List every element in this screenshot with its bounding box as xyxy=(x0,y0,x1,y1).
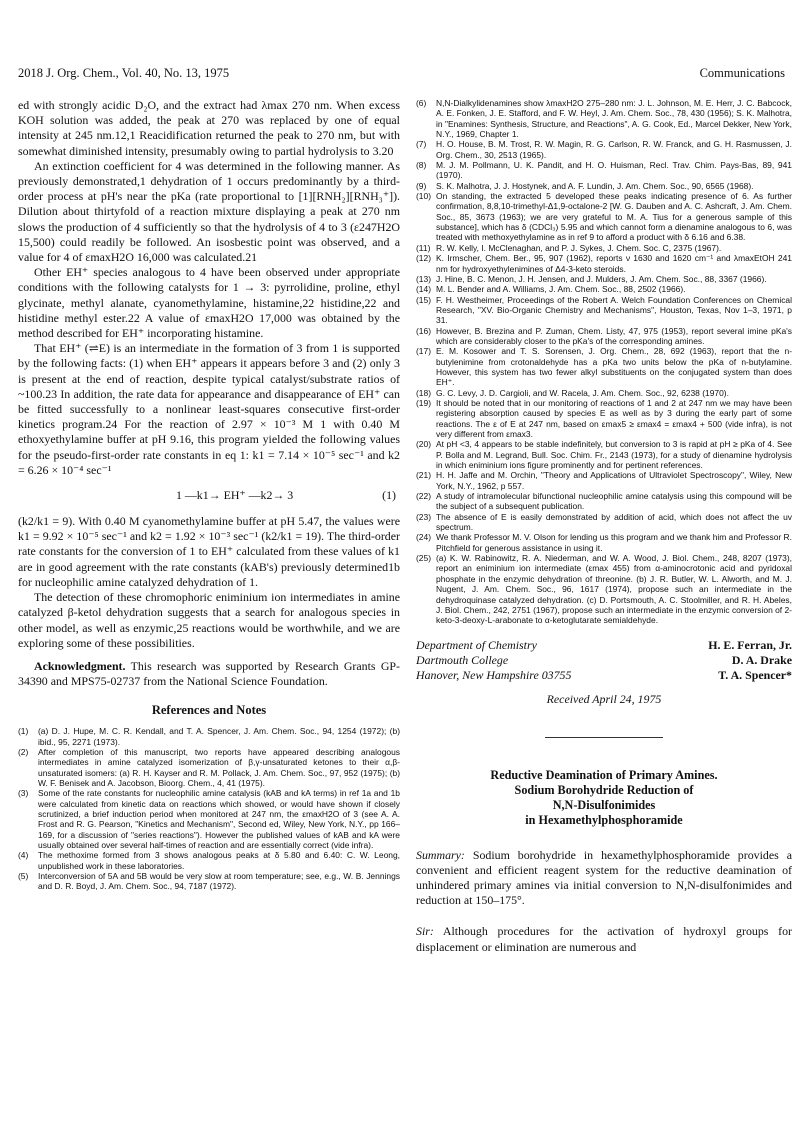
body-paragraph: Other EH⁺ species analogous to 4 have been observed under appropriate conditions with the following catalysts for 1 → 3: pyrrolidine, proline, ethyl glycinate, methyl alanate, cyanomethylamine, histamine,22 histidine,22 and histidine methyl ester.22 A value of εmaxH2O 17,000 was obtained by the method described for EH⁺ incorporating histamine. xyxy=(18,265,400,341)
reference-number: (22) xyxy=(416,491,432,502)
reference-text: Interconversion of 5A and 5B would be very slow at room temperature; see, e.g., W. B. Jennings and D. R. Boyd, J. Am. Chem. Soc., 94, 7187 (1972). xyxy=(38,871,400,892)
author-list xyxy=(708,638,792,684)
reference-text: E. M. Kosower and T. S. Sorensen, J. Org. Chem., 28, 692 (1963), report that the n-butylenimine from crotonaldehyde has a pKa two units below the pKa of n-butylamine. However, this system has two fewer alkyl substituents on the conjugated system than does EH⁺. xyxy=(436,346,792,388)
article-summary xyxy=(416,848,792,909)
summary-label: Summary: xyxy=(416,847,465,862)
reference-number: (7) xyxy=(416,139,427,150)
references-heading: References and Notes xyxy=(151,703,267,718)
reference-text: A study of intramolecular bifunctional nucleophilic amine catalysis using this compound will be the subject of a subsequent publication. xyxy=(436,491,792,512)
reference-number: (2) xyxy=(18,747,29,757)
reference-item xyxy=(416,253,792,274)
reference-item xyxy=(416,470,792,491)
equation-1 xyxy=(18,484,400,510)
reference-text: We thank Professor M. V. Olson for lending us this program and we thank him and Professor R. Pitchfield for generous assistance in using it. xyxy=(436,532,792,553)
reference-text: After completion of this manuscript, two reports have appeared describing analogous intermediates in amine catalyzed isomerization of β,γ-unsaturated ketones to their α,β-unsaturated isomers: (a) R. H. Kayser and R. M. Pollack, J. Am. Chem. Soc., 97, 952 (1975); (b) W. F. Benisek and A. Jacobson, Bioorg. Chem., 4, 41 (1975). xyxy=(38,747,400,789)
reference-number: (9) xyxy=(416,180,427,191)
article-opening xyxy=(416,924,792,954)
reference-item xyxy=(416,346,792,387)
reference-item xyxy=(416,439,792,470)
running-header xyxy=(18,66,785,84)
reference-item xyxy=(416,139,792,160)
reference-item xyxy=(416,388,792,398)
reference-text: R. W. Kelly, I. McClenaghan, and P. J. Sykes, J. Chem. Soc. C, 2375 (1967). xyxy=(436,242,722,253)
author-name: H. E. Ferran, Jr. xyxy=(708,637,792,652)
reference-item xyxy=(18,747,400,788)
reference-item xyxy=(416,512,792,533)
reference-number: (6) xyxy=(416,98,427,108)
references-list-right xyxy=(416,98,792,626)
left-column xyxy=(18,98,400,892)
reference-item xyxy=(416,553,792,625)
reference-item xyxy=(18,788,400,850)
reference-number: (20) xyxy=(416,439,432,450)
affiliation-institution: Dartmouth College xyxy=(416,652,509,667)
article-title xyxy=(416,768,792,828)
reference-number: (11) xyxy=(416,242,431,253)
equation-body: 1 —k1→ EH⁺ —k2→ 3 xyxy=(176,488,294,503)
body-paragraph: The detection of these chromophoric eniminium ion intermediates in amine catalyzed β-ketol dehydration suggests that a search for analogous species in other model, as well as enzymic,25 reactions would be worthwhile, and we are exploring some of these possibilities. xyxy=(18,590,400,650)
acknowledgment-label: Acknowledgment. xyxy=(34,658,126,673)
reference-number: (4) xyxy=(18,850,29,861)
received-date: Received April 24, 1975 xyxy=(546,691,662,706)
reference-text: It should be noted that in our monitoring of reactions of 1 and 2 at 247 nm we may have been registering absorption caused by species E as well as by 3 during the early part of some reactions. The ε of E at 247 nm, based on εmax5 ≥ εmax4 = εmax4 + 500 (vide infra), is not very different from εmax3. xyxy=(436,397,792,439)
reference-number: (19) xyxy=(416,397,432,408)
affiliation-department: Department of Chemistry xyxy=(416,637,537,652)
reference-number: (14) xyxy=(416,284,432,295)
reference-item xyxy=(18,726,400,747)
reference-text: (a) K. W. Rabinowitz, R. A. Niederman, and W. A. Wood, J. Biol. Chem., 248, 8207 (1973), report an eniminium ion intermediate (εmax 455) from α-aminocrotonic acid and pyridoxal phosphate in the enzymic dehydration of threonine. (b) J. R. Butler, W. L. Alworth, and M. J. Nugent, J. Am. Chem. Soc., 96, 1617 (1974), propose such an intermediate in the dehydroquinase catalyzed dehydration. (c) D. Portsmouth, A. C. Stoolmiller, and R. H. Abeles, J. Biol. Chem., 242, 2751 (1967), propose such an intermediate in the enzymic conversion of 2-keto-3-deoxy-L-arabonate to α-ketoglutarate semialdehyde. xyxy=(436,553,792,626)
author-name: D. A. Drake xyxy=(731,652,792,667)
reference-number: (24) xyxy=(416,532,432,543)
reference-text: The absence of E is easily demonstrated by addition of acid, which does not affect the uv spectrum. xyxy=(436,511,792,533)
reference-item xyxy=(416,284,792,294)
reference-text: M. J. M. Pollmann, U. K. Pandit, and H. O. Huisman, Recl. Trav. Chim. Pays-Bas, 89, 941 (1970). xyxy=(436,160,792,181)
reference-text: At pH <3, 4 appears to be stable indefinitely, but conversion to 3 is rapid at pH ≥ pKa of 4. See P. Bolla and M. Legrand, Bull. Soc. Chim. Fr., 2143 (1973), for a study of dienamine hydrolysis in which eniminium ions figure prominently and for pertinent references. xyxy=(436,439,792,471)
reference-number: (8) xyxy=(416,160,427,171)
reference-item xyxy=(416,295,792,326)
reference-number: (1) xyxy=(18,726,29,737)
reference-item xyxy=(18,850,400,871)
body-text-continued xyxy=(18,514,400,689)
header-section-name: Communications xyxy=(699,66,785,80)
body-paragraph: That EH⁺ (⇌E) is an intermediate in the formation of 3 from 1 is supported by the following facts: (1) when EH⁺ appears it appears before 3 and (2) only 3 is present at the end of reaction, despite typical catalyst/substrate ratios of ~100.23 In addition, the rate data for appearance and disappearance of EH⁺ can be fitted successfully to a nonlinear least-squares consecutive first-order kinetics program.24 For the reaction of 2.97 × 10⁻³ M 1 with 0.40 M ethoxyethylamine buffer at pH 9.16, this program yielded the following values for the pseudo-first-order rate constants in eq 1: k1 = 7.14 × 10⁻⁵ sec⁻¹ and k2 = 6.26 × 10⁻⁴ sec⁻¹ xyxy=(18,341,400,477)
reference-number: (15) xyxy=(416,294,432,305)
article-title-line: Reductive Deamination of Primary Amines. xyxy=(490,767,718,782)
reference-number: (25) xyxy=(416,553,432,564)
summary-text: Sodium borohydride in hexamethylphosphoramide provides a convenient and efficient reagent system for the reductive deamination of unhindered primary amines via initial conversion to N,N-disulfonimides and reduction at 150–175°. xyxy=(416,847,792,908)
reference-item xyxy=(416,274,792,284)
reference-text: H. O. House, B. M. Trost, R. W. Magin, R. G. Carlson, R. W. Franck, and G. H. Rasmussen, J. Org. Chem., 30, 2513 (1965). xyxy=(436,139,792,160)
reference-number: (12) xyxy=(416,253,432,264)
author-name: T. A. Spencer* xyxy=(718,667,792,682)
body-paragraph: ed with strongly acidic D₂O, and the extract had λmax 270 nm. When excess KOH solution was added, the peak at 270 was replaced by one of equal intensity at 245 nm.12,1 Reacidification returned the peak to 270 nm, but with somewhat diminished intensity, presumably owing to partial hydrolysis to 3.20 xyxy=(18,98,400,158)
article-title-line: Sodium Borohydride Reduction of xyxy=(514,782,694,797)
article-title-line: N,N-Disulfonimides xyxy=(552,797,656,812)
affiliation-address: Hanover, New Hampshire 03755 xyxy=(416,667,572,682)
reference-text: N,N-Dialkylidenamines show λmaxH2O 275–280 nm: J. L. Johnson, M. E. Herr, J. C. Babcock, A. E. Fonken, J. E. Stafford, and F. W. Heyl, J. Am. Chem. Soc., 78, 430 (1956); S. K. Malhotra, in "Enamines: Synthesis, Structure, and Reactions", A. G. Cook, Ed., Marcel Dekker, New York, N.Y., 1969, Chapter 1. xyxy=(436,98,792,140)
reference-text: H. H. Jaffe and M. Orchin, "Theory and Applications of Ultraviolet Spectroscopy", Wiley, New York, N.Y., 1962, p 557. xyxy=(436,470,792,491)
reference-text: K. Irmscher, Chem. Ber., 95, 907 (1962), reports ν 1630 and 1620 cm⁻¹ and λmaxEtOH 241 nm for hydroxyethylenimines of Δ4-3-keto steroids. xyxy=(436,253,792,274)
right-column xyxy=(416,98,792,955)
references-list-left xyxy=(18,726,400,892)
reference-item xyxy=(416,181,792,191)
reference-item xyxy=(416,191,792,243)
reference-text: Some of the rate constants for nucleophilic amine catalysis (kAB and kA terms) in ref 1a and 1b were calculated from kinetic data on reactions which showed, or would have shown if closely scrutinized, a brief induction period when monitored at 247 nm, the εmaxH2O of 3 (see A. A. Frost and R. G. Pearson, "Kinetics and Mechanism", Second ed, Wiley, New York, N.Y., pp 166–169, for a discussion of "series reactions"). However the published values of kAB and kA were usually obtained over several half-times of reaction and are essentially correct (vide infra). xyxy=(38,788,400,851)
reference-number: (18) xyxy=(416,387,432,398)
reference-item xyxy=(416,243,792,253)
reference-number: (13) xyxy=(416,273,432,284)
reference-item xyxy=(416,326,792,347)
equation-number: (1) xyxy=(382,488,396,503)
reference-number: (10) xyxy=(416,191,432,202)
author-affiliation-block xyxy=(416,638,792,684)
sir-label: Sir: xyxy=(416,924,434,939)
header-journal-citation: 2018 J. Org. Chem., Vol. 40, No. 13, 1975 xyxy=(18,66,230,80)
body-text xyxy=(18,98,400,478)
reference-text: The methoxime formed from 3 shows analogous peaks at δ 5.80 and 6.40: C. W. Leong, unpublished work in these laboratories. xyxy=(38,850,400,871)
section-divider xyxy=(545,737,663,738)
reference-number: (16) xyxy=(416,325,432,336)
reference-text: (a) D. J. Hupe, M. C. R. Kendall, and T. A. Spencer, J. Am. Chem. Soc., 94, 1254 (1972); (b) ibid., 95, 2271 (1973). xyxy=(38,726,400,747)
reference-number: (5) xyxy=(18,871,29,882)
reference-text: On standing, the extracted 5 developed these peaks indicating presence of 6. As further confirmation, 8,8,10-trimethyl-Δ1,9-octalone-2 [W. G. Dauben and A. C. Ashcraft, J. Am. Chem. Soc., 85, 3673 (1963); we are very grateful to M. A. Tius for a generous sample of this substance], which has δ (CDCl₃) 5.95 and which cannot form a dienamine analogous to 6, was treated with methoxyethylamine as in ref 9 to afford a product with δ 6.16 and 6.38. xyxy=(436,191,792,243)
opening-text: Although procedures for the activation of hydroxyl groups for displacement or elimination are numerous and xyxy=(416,924,792,954)
reference-text: G. C. Levy, J. D. Cargioli, and W. Racela, J. Am. Chem. Soc., 92, 6238 (1970). xyxy=(436,387,729,398)
reference-number: (3) xyxy=(18,788,29,799)
acknowledgment-text: This research was supported by Research Grants GP-34390 and MPS75-02737 from the National Science Foundation. xyxy=(18,658,400,689)
summary-paragraph xyxy=(416,848,792,909)
opening-paragraph xyxy=(416,924,792,954)
acknowledgment-paragraph xyxy=(18,659,400,689)
reference-item xyxy=(416,532,792,553)
article-title-line: in Hexamethylphosphoramide xyxy=(525,812,683,827)
reference-item xyxy=(416,160,792,181)
reference-item xyxy=(416,398,792,439)
reference-item xyxy=(18,871,400,892)
reference-number: (23) xyxy=(416,511,432,522)
reference-text: J. Hine, B. C. Menon, J. H. Jensen, and J. Mulders, J. Am. Chem. Soc., 88, 3367 (1966). xyxy=(436,273,767,284)
reference-text: However, B. Brezina and P. Zuman, Chem. Listy, 47, 975 (1953), report several imine pKa's which are considerably closer to the pKa's of the corresponding amines. xyxy=(436,325,792,346)
reference-item xyxy=(416,491,792,512)
reference-text: S. K. Malhotra, J. J. Hostynek, and A. F. Lundin, J. Am. Chem. Soc., 90, 6565 (1968). xyxy=(436,180,754,191)
reference-number: (17) xyxy=(416,346,432,357)
reference-text: M. L. Bender and A. Williams, J. Am. Chem. Soc., 88, 2502 (1966). xyxy=(436,284,686,295)
reference-number: (21) xyxy=(416,470,432,481)
body-paragraph: (k2/k1 = 9). With 0.40 M cyanomethylamine buffer at pH 5.47, the values were k1 = 9.92 × 10⁻⁵ sec⁻¹ and k2 = 1.92 × 10⁻³ sec⁻¹ (k2/k1 = 19). The third-order rate constants for the conversion of 1 to EH⁺ calculated from these values of k1 are in good agreement with the rate constants (kAB's) previously determined1b for nucleophilic amine catalyzed dehydration of 1. xyxy=(18,514,400,589)
reference-text: F. H. Westheimer, Proceedings of the Robert A. Welch Foundation Conferences on Chemical Research, "XV. Bio-Organic Chemistry and Mechanisms", Houston, Texas, Nov 1–3, 1971, p 31. xyxy=(436,294,792,326)
body-paragraph: An extinction coefficient for 4 was determined in the following manner. As previously demonstrated,1 dehydration of 1 occurs predominantly by a third-order process at pH's near the pKa (rate proportional to [1][RNH₂][RNH₃⁺]). Dilution about thirtyfold of a reaction mixture displaying a peak at 270 nm slows the production of 4 sufficiently so that the hydrolysis of 4 to 3 (ε247H2O 15,500) could readily be followed. An isosbestic point was observed, and a value for 4 of εmaxH2O 16,000 was calculated.21 xyxy=(18,158,400,265)
reference-item xyxy=(416,98,792,139)
